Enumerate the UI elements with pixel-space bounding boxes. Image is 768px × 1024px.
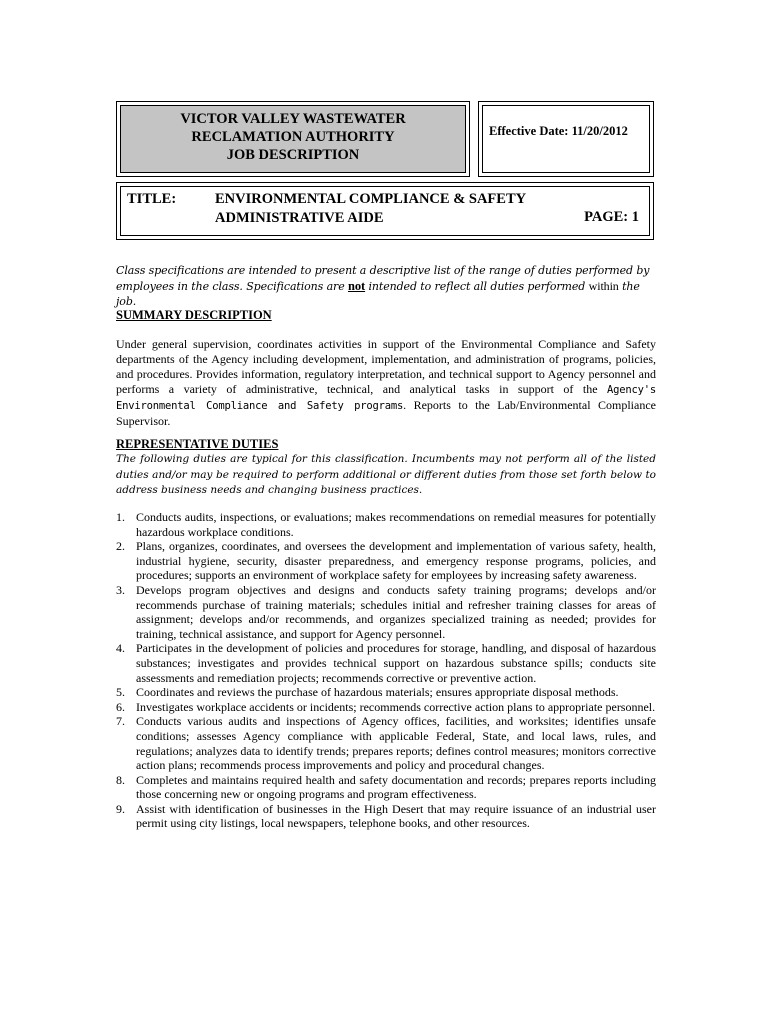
duty-item (116, 583, 656, 641)
intro-text-1: Class specifications are intended to present a descriptive list of the range of duties performed by employees in the class. Specifications are (116, 264, 650, 293)
duty-text: Investigates workplace accidents or incidents; recommends corrective action plans to appropriate personnel. (136, 699, 656, 714)
title-label: TITLE: (127, 191, 177, 207)
duty-text: Completes and maintains required health and safety documentation and records; prepares reports including those concerning new or ongoing programs and program effectiveness. (136, 772, 656, 802)
intro-within: within (588, 278, 619, 293)
duty-number: 5. (116, 685, 125, 700)
duty-item (116, 714, 656, 772)
duty-number: 2. (116, 539, 125, 554)
duty-text: Conducts audits, inspections, or evaluations; makes recommendations on remedial measures for potentially hazardous workplace conditions. (136, 510, 656, 539)
intro-text-3: the job. (116, 279, 640, 308)
duty-text: Plans, organizes, coordinates, and oversees the development and implementation of various safety, health, industrial hygiene, security, disaster preparedness, and emergency response programs, policies, and procedures; supports an environment of workplace safety for employees by increasing safety awareness. (136, 539, 656, 583)
page-number: PAGE: 1 (584, 209, 639, 225)
intro-text-2: intended to reflect all duties performed (365, 279, 589, 293)
duty-text: Coordinates and reviews the purchase of hazardous materials; ensures appropriate disposal methods. (136, 685, 619, 700)
effective-date: Effective Date: 11/20/2012 (489, 124, 628, 138)
summary-heading: SUMMARY DESCRIPTION (116, 308, 272, 322)
duty-item (116, 641, 656, 685)
job-title-line-2: ADMINISTRATIVE AIDE (215, 210, 384, 226)
duty-item (116, 510, 656, 539)
summary-text-1: Under general supervision, coordinates activities in support of the Environmental Compliance and Safety departments of the Agency including development, implementation, and administration of programs, policies, and procedures. Provides information, regulatory interpretation, and technical support to Agency personnel and performs a variety of administrative, technical, and analytical tasks in support of the (116, 337, 656, 396)
duty-number: 9. (116, 801, 125, 816)
summary-description (116, 337, 656, 429)
duty-number: 7. (116, 714, 125, 729)
duty-text: Conducts various audits and inspections of Agency offices, facilities, and worksites; identifies unsafe conditions; assesses Agency compliance with applicable Federal, State, and local laws, rules, and regulations; analyzes data to identify trends; prepares reports; defines control measures; monitors corrective action plans; recommends process improvements and policy and procedural changes. (136, 714, 656, 773)
summary-text-2: . Reports to the Lab/Environmental Compliance Supervisor. (116, 398, 656, 428)
job-title (215, 190, 526, 228)
duty-text: Participates in the development of policies and procedures for storage, handling, and disposal of hazardous substances; investigates and provides technical support on hazardous substance spills; conducts site assessments and remediation projects; recommends corrective or preventive action. (136, 641, 656, 685)
duty-number: 8. (116, 772, 125, 787)
organization-box (116, 101, 470, 177)
class-specification-note (116, 263, 656, 310)
effective-date-box-inner (482, 105, 650, 173)
duty-item (116, 685, 656, 700)
duty-number: 4. (116, 641, 125, 656)
duty-number: 3. (116, 582, 125, 597)
organization-name (117, 110, 469, 164)
representative-duties-note: The following duties are typical for this classification. Incumbents may not perform all of the listed duties and/or may be required to perform additional or different duties from those set forth below to address business needs and changing business practices. (116, 453, 656, 496)
org-line-1: VICTOR VALLEY WASTEWATER (180, 111, 406, 127)
duty-item (116, 802, 656, 831)
job-title-line-1: ENVIRONMENTAL COMPLIANCE & SAFETY (215, 191, 527, 207)
summary-text-programs: Agency's Environmental Compliance and Safety programs (116, 384, 656, 412)
duty-number: 1. (116, 510, 125, 524)
duty-text: Assist with identification of businesses in the High Desert that may require issuance of an industrial user permit using city listings, local newspapers, telephone books, and other resources. (136, 801, 656, 831)
duty-number: 6. (116, 699, 125, 714)
intro-not: not (348, 278, 366, 293)
effective-date-box (478, 101, 654, 177)
duty-text: Develops program objectives and designs and conducts safety training programs; develops and/or recommends purchase of training materials; schedules initial and refresher training classes for areas of assignment; develops and/or recommends, and organizes specialized training as needed; provides for training, technical assistance, and support for Agency personnel. (136, 582, 656, 641)
title-box (116, 182, 654, 240)
representative-duties-heading: REPRESENTATIVE DUTIES (116, 437, 279, 451)
duty-item (116, 700, 656, 715)
org-line-2: RECLAMATION AUTHORITY (191, 129, 395, 145)
duty-item (116, 539, 656, 583)
org-line-3: JOB DESCRIPTION (226, 147, 360, 163)
duty-item (116, 773, 656, 802)
duties-list (116, 510, 656, 831)
